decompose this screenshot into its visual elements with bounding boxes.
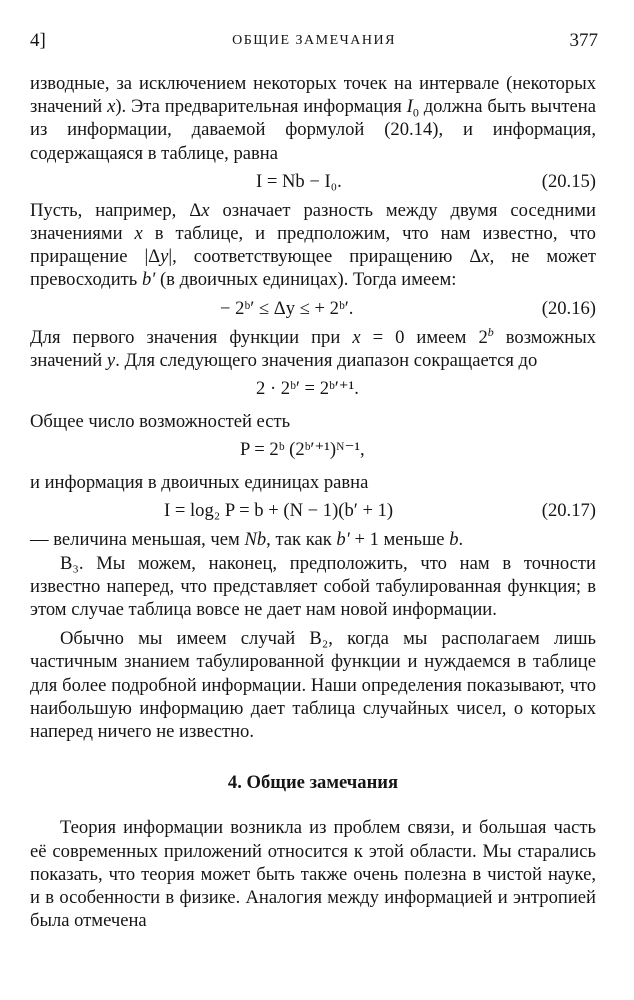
equation-20-17 bbox=[30, 494, 596, 528]
equation-number: (20.16) bbox=[541, 297, 596, 319]
paragraph: Для первого значения функции при x = 0 имеем 2$^b$ возможных значений y. Для следующего значения диапазон сокращается до bbox=[30, 324, 596, 371]
paragraph: B₃. Мы можем, наконец, предположить, что нам в точности известно наперед, что представляет собой табулированная функция; в этом случае таблица вовсе не дает нам новой информации. bbox=[30, 552, 596, 621]
equation-formula: 2 · 2ᵇ′ = 2ᵇ′⁺¹. bbox=[256, 378, 359, 400]
paragraph: Теория информации возникла из проблем связи, и большая часть её современных приложений относится к этой области. Мы старались показать, что теория может быть также очень полезна в чистой науке, и в особенности в физике. Аналогия между информацией и энтропией была отмечена bbox=[30, 817, 596, 932]
equation-20-16 bbox=[30, 292, 596, 326]
paragraph: Общее число возможностей есть bbox=[30, 411, 291, 433]
equation-formula: P = 2ᵇ (2ᵇ′⁺¹)ᴺ⁻¹, bbox=[240, 439, 365, 461]
page-number: 377 bbox=[569, 30, 598, 51]
equation-number: (20.15) bbox=[541, 170, 596, 192]
running-title: ОБЩИЕ ЗАМЕЧАНИЯ bbox=[232, 33, 396, 48]
equation-number: (20.17) bbox=[541, 500, 596, 522]
body-text bbox=[30, 72, 596, 932]
equation-formula: − 2ᵇ′ ≤ Δy ≤ + 2ᵇ′. bbox=[220, 297, 354, 319]
paragraph: Обычно мы имеем случай B₂, когда мы располагаем лишь частичным знанием табулированной функции и нуждаемся в таблице для более подробной информации. Наши определения показывают, что наибольшую информацию дает таблица случайных чисел, о которых наперед ничего не известно. bbox=[30, 628, 596, 743]
paragraph: Пусть, например, Δx означает разность между двумя соседними значениями x в таблице, и предположим, что нам известно, что приращение |Δy|, соответствующее приращению Δx, не может превосходить b′ (в двоичных единицах). Тогда имеем: bbox=[30, 199, 597, 291]
equation-formula: I = log₂ P = b + (N − 1)(b′ + 1) bbox=[164, 500, 394, 522]
equation-formula: I = Nb − I₀. bbox=[256, 170, 342, 192]
equation-20-15 bbox=[30, 165, 596, 199]
paragraph: изводные, за исключением некоторых точек на интервале (некоторых значений x). Эта предварительная информация $I_0$ должна быть вычтена из информации, даваемой формулой (20.14), и информация, содержащаяся в таблице, равна bbox=[30, 73, 596, 164]
equation-total bbox=[30, 433, 596, 471]
equation-range bbox=[30, 372, 596, 410]
running-header bbox=[30, 30, 598, 54]
section-marker: 4] bbox=[30, 30, 46, 51]
section-heading: 4. Общие замечания bbox=[227, 772, 399, 794]
paragraph: — величина меньшая, чем Nb, так как b′ + 1 меньше b. bbox=[30, 529, 464, 551]
paragraph: и информация в двоичных единицах равна bbox=[30, 472, 369, 494]
